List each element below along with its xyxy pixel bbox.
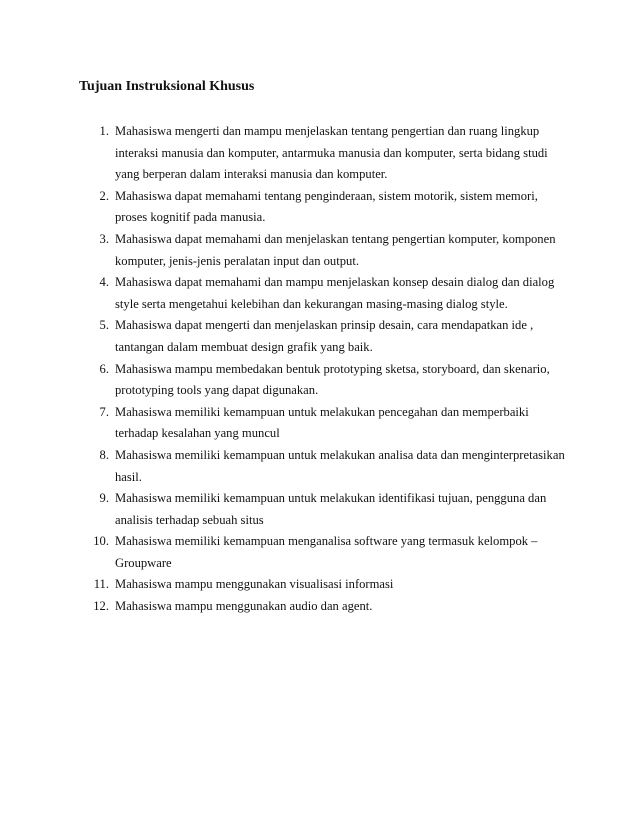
list-item [79,229,569,272]
item-number: 5. [99,318,109,333]
list-item [79,488,569,531]
section-heading: Tujuan Instruksional Khusus [79,79,255,94]
list-item [79,574,569,596]
list-item [79,359,569,402]
item-text-line: Mahasiswa dapat memahami dan mampu menjelaskan konsep desain dialog dan dialog [115,275,555,290]
item-number: 4. [99,275,109,290]
item-text-line: Groupware [115,555,172,570]
list-item [79,272,569,315]
item-text-line: Mahasiswa dapat mengerti dan menjelaskan prinsip desain, cara mendapatkan ide , [115,318,534,333]
item-text-line: hasil. [115,469,142,484]
item-text-line: komputer, jenis-jenis peralatan input dan output. [115,253,359,268]
item-number: 7. [99,404,109,419]
item-text-line: Mahasiswa mampu membedakan bentuk prototyping sketsa, storyboard, dan skenario, [115,361,550,376]
item-text-line: Mahasiswa memiliki kemampuan menganalisa software yang termasuk kelompok – [115,534,538,549]
list-item [79,186,569,229]
item-text-line: yang berperan dalam interaksi manusia dan komputer. [115,167,388,182]
item-text-line: Mahasiswa mengerti dan mampu menjelaskan tentang pengertian dan ruang lingkup [115,124,540,138]
item-text-line: Mahasiswa memiliki kemampuan untuk melakukan identifikasi tujuan, pengguna dan [115,491,547,506]
item-number: 12. [93,599,109,614]
item-number: 1. [99,124,109,138]
list-item [79,596,569,618]
item-text-line: style serta mengetahui kelebihan dan kekurangan masing-masing dialog style. [115,296,508,311]
item-number: 10. [93,534,109,549]
objectives-list [79,121,569,618]
item-text-line: analisis terhadap sebuah situs [115,512,264,527]
item-number: 6. [99,361,109,376]
item-text-line: tantangan dalam membuat design grafik yang baik. [115,339,373,354]
item-number: 9. [99,491,109,506]
item-text-line: proses kognitif pada manusia. [115,210,266,225]
list-item [79,402,569,445]
item-number: 11. [93,577,109,592]
item-text-line: Mahasiswa dapat memahami tentang penginderaan, sistem motorik, sistem memori, [115,188,538,203]
item-number: 8. [99,447,109,462]
item-text-line: terhadap kesalahan yang muncul [115,426,280,441]
item-text-line: Mahasiswa memiliki kemampuan untuk melakukan analisa data dan menginterpretasikan [115,447,565,462]
list-item [79,315,569,358]
list-item [79,531,569,574]
item-text-line: Mahasiswa mampu menggunakan visualisasi informasi [115,577,394,592]
item-text-line: prototyping tools yang dapat digunakan. [115,383,319,398]
item-text-line: interaksi manusia dan komputer, antarmuka manusia dan komputer, serta bidang studi [115,145,548,160]
list-item [79,445,569,488]
list-item [79,121,569,186]
item-number: 3. [99,231,109,246]
item-text-line: Mahasiswa dapat memahami dan menjelaskan tentang pengertian komputer, komponen [115,231,556,246]
item-text-line: Mahasiswa memiliki kemampuan untuk melakukan pencegahan dan memperbaiki [115,404,529,419]
item-text-line: Mahasiswa mampu menggunakan audio dan agent. [115,599,373,614]
item-number: 2. [99,188,109,203]
